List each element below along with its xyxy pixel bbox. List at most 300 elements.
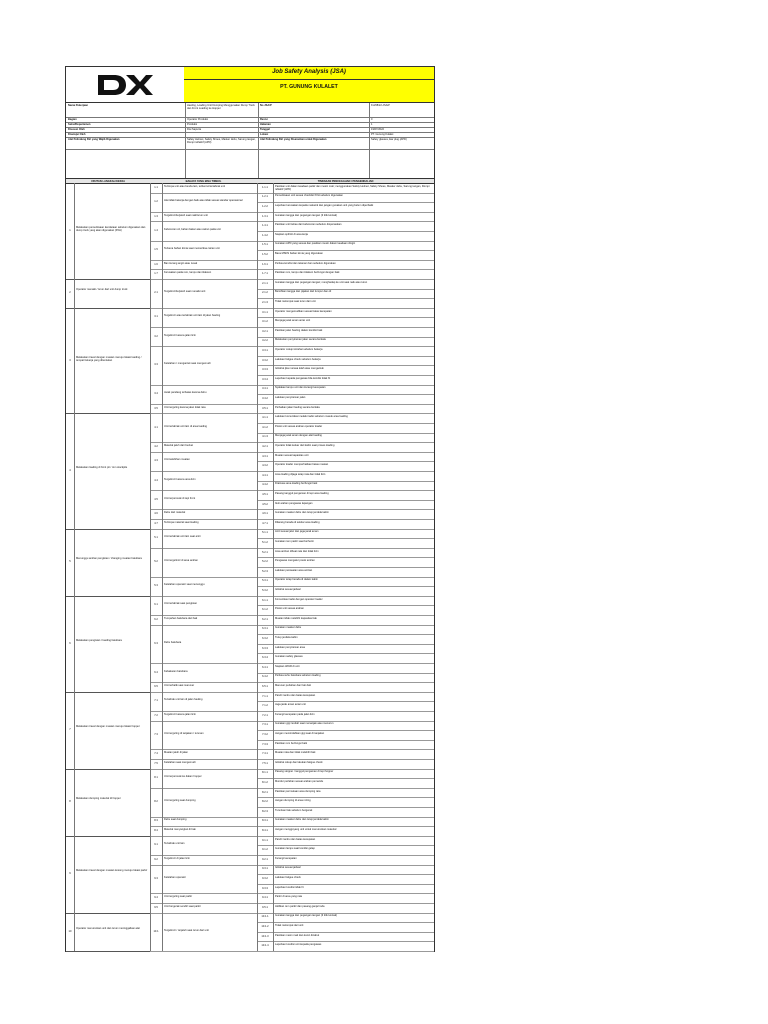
column-divider <box>257 183 258 951</box>
info-label-right: No JSA/P <box>260 103 272 107</box>
hazard-number: 4.2 <box>154 445 158 448</box>
hazard-text: Tergelincir/terjatuh saat menaiki unit <box>164 290 206 294</box>
document-title: Job Safety Analysis (JSA) <box>272 69 346 75</box>
steps-column-header: URUTAN LANGKAH KERJA <box>91 179 125 183</box>
control-number: 1.5.2 <box>262 253 268 256</box>
hazard-row-line <box>150 221 257 222</box>
control-number: 9.3.3 <box>262 886 268 890</box>
control-text: Operator loader memperhatikan batas muatan <box>275 463 329 467</box>
control-text: Gunakan tangga dan pegangan tangan (3 titik kontak) <box>275 213 338 217</box>
control-number: 9.1.2 <box>262 848 268 852</box>
hazard-row-line <box>150 346 257 347</box>
hazard-number: 4.6 <box>154 512 158 516</box>
hazard-text: Tergelincir karena jalan licin <box>164 333 196 337</box>
control-text: Posisi unit sesuai arahan <box>275 607 304 611</box>
hazard-number: 8.2 <box>154 800 158 804</box>
step-text: Melakukan pengisian / loading batubara <box>76 638 122 642</box>
hazard-text: Kebocoran oli, bahan bakar atau cairan pada unit <box>164 228 221 231</box>
control-number: 6.1.2 <box>262 608 268 612</box>
control-number: 6.3.1 <box>262 627 268 631</box>
control-number: 8.1.1 <box>262 771 268 775</box>
hazard-text: Unit terguling di tanjakan / turunan <box>164 732 204 735</box>
control-text: Periksa suhu batubara sebelum loading <box>275 674 321 678</box>
control-number: 1.4.1 <box>262 224 268 228</box>
step-text: Melakukan travel dengan muatan kosong menuju lokasi parkir <box>76 869 148 873</box>
info-label-left: Bagian <box>68 117 77 121</box>
control-text: Gunakan safety glasses <box>275 655 303 659</box>
control-text: Tutup jendela kabin <box>275 636 298 639</box>
info-value-left: Hauling, Loading Unit Dumping Menggunakan Dump Truck dan Front Loading ke Hopper <box>187 103 255 110</box>
control-number: 6.3.3 <box>262 646 268 650</box>
control-text: Drainase area loading berfungsi baik <box>275 482 318 486</box>
control-number: 6.2.1 <box>262 617 268 621</box>
step-number: 5 <box>69 560 71 564</box>
title-block <box>184 67 434 102</box>
control-number: 5.2.1 <box>262 550 268 554</box>
control-number: 1.6.1 <box>262 262 268 266</box>
step-row-line <box>66 951 150 952</box>
hazard-row-line <box>150 327 257 328</box>
hazard-row-line <box>150 577 257 578</box>
hazard-row-line <box>150 951 257 952</box>
control-text: Istirahat sesuai jadwal <box>275 866 301 870</box>
hazard-text: Unit terguling saat parkir <box>164 895 193 899</box>
hazard-text: Alat tidak bekerja dengan baik atau tidak sesuai standar operasional <box>164 199 243 203</box>
control-number: 5.1.2 <box>262 541 268 544</box>
hazard-number: 9.1 <box>154 843 158 847</box>
control-text: Kurangi kecepatan pada jalan licin <box>275 712 315 716</box>
control-text: Muatan tidak melebihi kapasitas bak <box>275 616 317 620</box>
control-number: 1.5.1 <box>262 243 268 247</box>
document-header <box>66 67 434 102</box>
hazard-number: 10.1 <box>153 929 159 933</box>
control-number: 3.3.4 <box>262 377 268 381</box>
control-text: Lakukan fatigue check <box>275 876 301 879</box>
hazard-row-line <box>150 452 257 453</box>
hazard-number: 3.5 <box>154 406 158 410</box>
hazard-text: Tertabrak unit lain di jalan hauling <box>164 698 203 702</box>
info-row <box>66 137 434 150</box>
hazard-number: 3.3 <box>154 363 158 367</box>
column-divider <box>162 183 163 951</box>
control-number: 6.5.1 <box>262 685 268 688</box>
hazard-number: 8.4 <box>154 829 158 832</box>
step-row-line <box>66 769 150 770</box>
control-number: 1.7.1 <box>262 272 268 276</box>
control-text: Baca MSDS bahan kimia yang digunakan <box>275 252 323 255</box>
hazards-column-header: BAHAYA YANG BISA TIMBUL <box>185 179 222 183</box>
control-number: 4.4.2 <box>262 483 268 487</box>
control-number: 4.2.1 <box>262 445 268 448</box>
hazard-number: 4.3 <box>154 459 158 463</box>
hazard-text: Unit bergerak sendiri saat parkir <box>164 904 201 908</box>
hazard-row-line <box>150 769 257 770</box>
hazard-text: Kebakaran batubara <box>164 669 188 673</box>
control-text: Laporkan kepada pengawas bila kondisi tidak fit <box>275 376 331 380</box>
step-number: 6 <box>69 641 71 645</box>
control-text: Pastikan unit dalam keadaan parkir dan mesin mati; menggunakan Safety Helmet, Safety Shoes, Masker debu, Sarung tangan, Rompi reflektif (APD) <box>275 184 430 191</box>
step-text: Menunggu antrian pengisian / changing muatan batubara <box>76 557 142 561</box>
step-row-line <box>66 279 150 280</box>
step-row-line <box>66 529 150 530</box>
step-number: 9 <box>69 872 71 876</box>
hazard-text: Unit terguling saat dumping <box>164 799 196 803</box>
hazard-number: 4.1 <box>154 425 158 429</box>
hazard-text: Kerusakan pada rem, lampu dan klakson <box>164 271 212 275</box>
hazard-number: 7.3 <box>154 733 158 736</box>
control-text: Pasang tanggul pengaman di tepi area loading <box>275 492 329 495</box>
hazard-number: 6.1 <box>154 603 158 607</box>
hazard-text: Unit terperosok ke dalam hopper <box>164 775 202 779</box>
hazard-text: Debu saat dumping <box>164 818 187 822</box>
control-number: 6.3.4 <box>262 656 268 660</box>
hazard-text: Unit kelebihan muatan <box>164 458 190 462</box>
info-value-right: 19/07/2022 <box>371 127 384 131</box>
control-text: Pastikan unit bebas dari kebocoran sebelum dioperasikan <box>275 223 342 227</box>
hazard-text: Kelelahan operator saat menunggu <box>164 583 205 587</box>
control-number: 3.3.2 <box>262 358 268 362</box>
hazard-text: Unit tertabrak unit lain saat antri <box>164 535 201 539</box>
hazard-text: Unit tertabrak unit lain di area loading <box>164 424 207 428</box>
hazard-number: 3.4 <box>154 392 158 396</box>
control-number: 5.1.1 <box>262 531 268 535</box>
control-number: 7.1.1 <box>262 694 268 698</box>
control-text: Laporkan kondisi unit kepada pengawas <box>275 943 322 947</box>
step-number: 7 <box>69 728 71 732</box>
info-label-left: Disusun Oleh <box>68 127 85 131</box>
control-number: 8.2.1 <box>262 790 268 794</box>
control-text: Pastikan jalan hauling dalam kondisi baik <box>275 328 323 332</box>
step-row-line <box>66 413 150 414</box>
control-number: 1.3.1 <box>262 214 268 218</box>
control-text: Turunkan bak sebelum bergerak <box>275 808 313 812</box>
control-text: Laporkan kerusakan kepada mekanik dan jangan gunakan unit yang belum diperbaiki <box>275 204 374 207</box>
hazard-row-line <box>150 836 257 837</box>
hazard-number: 7.5 <box>154 761 158 765</box>
hazard-text: Kelelahan operator <box>164 876 186 879</box>
info-value-right: 0 <box>371 117 373 121</box>
control-text: Lakukan komunikasi melalui radio sebelum masuk area loading <box>275 415 348 419</box>
controls-column-header: TINDAKAN PENCEGAHAN / PENGENDALIAN <box>317 179 374 183</box>
control-text: Gunakan tangga dan pegangan tangan; menghadap ke unit saat naik atau turun <box>275 280 368 284</box>
info-value-right: PT. Gunung Kulalet <box>371 132 394 136</box>
control-number: 8.2.2 <box>262 800 268 804</box>
control-text: Gunakan gigi rendah saat menanjak atau menurun <box>275 722 334 726</box>
hazard-number: 9.2 <box>154 857 158 861</box>
hazard-text: Tergelincir karena area licin <box>164 477 196 481</box>
step-row-line <box>66 836 150 837</box>
control-number: 5.3.2 <box>262 589 268 592</box>
column-divider <box>74 183 75 951</box>
control-number: 7.2.1 <box>262 713 268 717</box>
step-text: Operator menurunkan unit dan turun meninggalkan alat <box>76 926 140 930</box>
control-number: 3.4.2 <box>262 397 268 400</box>
control-text: Laporkan kondisi tidak fit <box>275 885 304 889</box>
control-text: Gunakan rem parkir saat berhenti <box>275 540 314 543</box>
control-text: Antri sesuai jalur dan jaga jarak aman <box>275 530 319 534</box>
control-number: 4.5.1 <box>262 493 268 496</box>
step-row-line <box>66 692 150 693</box>
control-text: Istirahat jika merasa lelah atau mengantuk <box>275 367 324 371</box>
hazard-number: 8.3 <box>154 819 158 823</box>
control-number: 4.6.1 <box>262 512 268 516</box>
control-number: 5.2.2 <box>262 560 268 564</box>
control-text: Pemeriksaan unit sesuai checklist P2H sebelum digunakan <box>275 194 343 198</box>
control-text: Area antrian dibuat rata dan tidak licin <box>275 549 319 553</box>
control-text: Parkir di area yang rata <box>275 895 302 899</box>
control-text: Operator mengemudikan sesuai batas kecepatan <box>275 309 332 313</box>
control-text: Istirahat cukup dan lakukan fatigue check <box>275 760 323 764</box>
control-text: Aktifkan rem parkir dan pasang ganjal roda <box>275 904 325 908</box>
step-number: 10 <box>68 929 72 933</box>
control-text: Posisi unit sesuai arahan operator loader <box>275 424 323 428</box>
hazard-text: Material jatuh dari bucket <box>164 444 193 447</box>
control-text: Manuver perlahan dan hati-hati <box>275 684 311 687</box>
control-text: Siapkan APAR di unit <box>275 664 300 668</box>
hazard-row-line <box>150 193 257 194</box>
control-text: Lakukan perawatan area antrian <box>275 568 313 572</box>
info-label-right: Revisi <box>260 117 268 121</box>
hazard-text: Tertimpa unit atau benda lain, terbentur/tertabrak unit <box>164 184 225 188</box>
hazard-text: Tertabrak unit lain <box>164 842 185 846</box>
control-number: 1.4.2 <box>262 233 268 237</box>
control-number: 4.5.2 <box>262 502 268 506</box>
control-number: 9.3.2 <box>262 877 268 880</box>
control-row-line <box>257 951 434 952</box>
hazard-number: 4.7 <box>154 521 158 525</box>
hazard-number: 6.2 <box>154 617 158 621</box>
step-row-line <box>66 913 150 914</box>
control-text: Jaga jarak aman antar unit <box>275 703 306 707</box>
step-text: Melakukan travel dengan muatan menuju lokasi loading / tempat bekerja yang ditentukan <box>76 355 142 362</box>
hazard-row-line <box>150 490 257 491</box>
column-header-row <box>66 178 434 184</box>
control-number: 6.1.1 <box>262 598 268 602</box>
control-number: 3.2.1 <box>262 329 268 333</box>
hazard-text: Material menyangkut di bak <box>164 828 196 831</box>
hazard-row-line <box>150 663 257 664</box>
hazard-number: 1.7 <box>154 272 158 276</box>
hazard-row-line <box>150 385 257 386</box>
hazard-text: Unit terguling karena jalan tidak rata <box>164 405 206 409</box>
control-text: Menjaga jarak aman antar unit <box>275 319 311 323</box>
control-number: 9.3.1 <box>262 867 268 871</box>
control-number: 6.4.1 <box>262 665 268 669</box>
control-text: Tidak melompat saat turun dari unit <box>275 300 316 303</box>
hazard-text: Unit terperosok di tepi front <box>164 496 196 500</box>
control-text: Operator cukup istirahat sebelum bekerja <box>275 348 323 351</box>
control-text: Gunakan APD yang sesuai dan pastikan mesin dalam keadaan dingin <box>275 242 356 246</box>
control-text: Pastikan mesin mati dan kunci dicabut <box>275 933 320 937</box>
step-text: Operator menaiki / turun dari unit dump truck <box>76 288 128 292</box>
hazard-number: 1.3 <box>154 214 158 218</box>
hazard-text: Tumpahan batubara dari bak <box>164 616 198 620</box>
info-table <box>66 102 434 179</box>
hazard-row-line <box>150 721 257 722</box>
hazard-row-line <box>150 596 257 597</box>
step-row-line <box>66 308 150 309</box>
hazard-number: 9.3 <box>154 877 158 880</box>
control-number: 10.1.4 <box>261 944 269 948</box>
hazard-text: Debu dari material <box>164 511 186 515</box>
step-number: 1 <box>69 229 71 232</box>
control-number: 8.2.3 <box>262 809 268 813</box>
hazard-row-line <box>150 865 257 866</box>
control-number: 3.3.1 <box>262 349 268 352</box>
control-text: Jangan menggoyang unit untuk menurunkan material <box>275 828 337 831</box>
control-number: 7.3.1 <box>262 723 268 727</box>
control-text: Dilarang berada di sekitar area loading <box>275 520 320 524</box>
hazard-row-line <box>150 625 257 626</box>
control-number: 6.3.2 <box>262 637 268 640</box>
control-number: 4.7.1 <box>262 521 268 525</box>
control-text: Perbaikan jalan hauling secara berkala <box>275 405 320 409</box>
info-label-right: Alat Pelindung Diri yang Disarankan untuk Digunakan <box>260 137 327 141</box>
control-text: Pengawas mengatur posisi antrian <box>275 559 315 563</box>
hazard-row-line <box>150 413 257 414</box>
control-text: Siapkan spill kit di area kerja <box>275 232 308 236</box>
control-text: Bersihkan tangga dan pijakan dari lumpur dan oli <box>275 290 332 294</box>
hazard-text: Unit tertabrak saat pengisian <box>164 602 198 606</box>
control-text: Komunikasi radio dengan operator loader <box>275 597 323 601</box>
hazard-number: 5.3 <box>154 584 158 588</box>
control-number: 8.3.1 <box>262 819 268 823</box>
hazard-text: Muatan jatuh di jalan <box>164 751 188 755</box>
info-value-right: 1 <box>371 122 373 126</box>
hazard-number: 4.5 <box>154 497 158 501</box>
info-value-right: Safety glasses, Ear plug (APD) <box>371 137 407 141</box>
control-number: 10.1.1 <box>261 915 269 919</box>
control-number: 1.2.2 <box>262 205 268 208</box>
hazard-text: Tertimpa material saat loading <box>164 520 199 524</box>
control-text: Pastikan rem, lampu dan klakson berfungsi dengan baik <box>275 271 340 275</box>
info-value-left: Dwi Saputra <box>187 127 202 131</box>
hazard-number: 1.5 <box>154 248 158 252</box>
control-number: 8.4.1 <box>262 829 268 832</box>
control-text: Lakukan penyiraman area <box>275 645 305 649</box>
step-number: 2 <box>69 291 71 295</box>
info-label-left: Nama Pekerjaan <box>68 103 89 107</box>
title-divider <box>184 79 434 80</box>
control-text: Operator tidak keluar dari kabin saat proses loading <box>275 444 335 447</box>
hazard-row-line <box>150 692 257 693</box>
hazard-number: 7.2 <box>154 713 158 717</box>
hazard-number: 6.3 <box>154 641 158 645</box>
company-name: PT. GUNUNG KULALET <box>280 84 338 90</box>
control-number: 9.1.1 <box>262 838 268 842</box>
control-text: Istirahat sesuai jadwal <box>275 588 301 591</box>
dk-logo-icon <box>96 72 154 98</box>
info-label-left: Disetujui Oleh <box>68 132 86 136</box>
info-divider <box>185 103 186 179</box>
control-number: 3.3.3 <box>262 368 268 372</box>
control-number: 7.4.1 <box>262 752 268 756</box>
hazard-text: Terkena bahan kimia saat memeriksa cairan unit <box>164 247 220 251</box>
step-text: Melakukan pemeriksaan kendaraan sebelum digunakan dan dump truck yang akan digunakan (P2H) <box>76 226 146 233</box>
hazard-number: 1.2 <box>154 200 158 204</box>
hazard-text: Tergelincir di jalan licin <box>164 856 190 860</box>
hazard-text: Tergelincir atau tertabrak unit lain di jalan hauling <box>164 314 221 318</box>
hazard-text: Tergelincir karena jalan licin <box>164 712 196 716</box>
hazard-number: 7.4 <box>154 752 158 756</box>
control-number: 5.2.3 <box>262 569 268 573</box>
control-number: 3.2.2 <box>262 339 268 343</box>
control-text: Jangan dumping di area miring <box>275 799 311 803</box>
control-number: 9.2.1 <box>262 857 268 861</box>
control-number: 4.1.3 <box>262 435 268 439</box>
step-text: Melakukan travel dengan muatan menuju lokasi hopper <box>76 725 140 729</box>
control-number: 9.5.1 <box>262 905 268 909</box>
control-text: Jangan memindahkan gigi saat di tanjakan <box>275 732 325 735</box>
control-text: Melakukan penyiraman jalan secara berkala <box>275 338 326 342</box>
hazard-number: 1.1 <box>154 185 158 189</box>
hazard-row-line <box>150 471 257 472</box>
hazard-text: Jarak pandang terbatas karena debu <box>164 391 207 395</box>
control-number: 3.5.1 <box>262 406 268 410</box>
column-divider <box>273 183 274 951</box>
info-label-left: Seksi/Departemen <box>68 122 91 126</box>
control-number: 7.3.2 <box>262 733 268 736</box>
control-text: Pasang stopper / tanggul pengaman di tepi hopper <box>275 770 334 774</box>
info-label-right: Lokasi <box>260 132 269 136</box>
control-number: 8.1.2 <box>262 781 268 784</box>
hazard-number: 6.4 <box>154 670 158 674</box>
control-text: Lakukan penyiraman jalan <box>275 396 306 399</box>
info-row <box>66 103 434 118</box>
control-text: Kurangi kecepatan <box>275 856 297 860</box>
hazard-text: Unit tergelincir di area antrian <box>164 559 198 563</box>
hazard-row-line <box>150 913 257 914</box>
control-number: 2.1.2 <box>262 291 268 295</box>
hazard-number: 2.1 <box>154 291 158 295</box>
hazard-row-line <box>150 788 257 789</box>
control-text: Operator tetap berada di dalam kabin <box>275 578 318 582</box>
hazard-number: 5.2 <box>154 560 158 564</box>
hazard-text: Kelelahan / mengantuk saat mengemudi <box>164 362 211 366</box>
hazard-text: Unit terbalik saat manuver <box>164 684 195 687</box>
hazard-number: 7.1 <box>154 699 158 703</box>
column-divider <box>150 183 151 951</box>
control-number: 2.1.1 <box>262 281 268 285</box>
control-text: Nyalakan lampu unit dan kurangi kecepatan <box>275 386 326 390</box>
info-value-left: Produksi <box>187 122 198 126</box>
control-text: Patuhi rambu dan batas kecepatan <box>275 837 316 841</box>
control-text: Gunakan masker debu dan tutup jendela kabin <box>275 818 329 822</box>
info-divider <box>258 103 259 179</box>
control-text: Lakukan fatigue check sebelum bekerja <box>275 357 321 361</box>
step-number: 8 <box>69 800 71 804</box>
control-number: 4.3.2 <box>262 464 268 468</box>
hazard-number: 8.1 <box>154 776 158 780</box>
control-number: 1.2.1 <box>262 195 268 199</box>
hazard-row-line <box>150 279 257 280</box>
control-number: 2.1.3 <box>262 301 268 304</box>
control-text: Ikuti arahan pengawas lapangan <box>275 501 313 505</box>
step-number: 4 <box>69 469 71 472</box>
hazard-number: 6.5 <box>154 685 158 688</box>
control-text: Menjaga jarak aman dengan alat loading <box>275 434 322 438</box>
hazard-number: 1.4 <box>154 229 158 232</box>
control-number: 6.4.2 <box>262 675 268 679</box>
control-text: Periksa kondisi dan tekanan ban sebelum digunakan <box>275 261 336 265</box>
hazard-number: 3.2 <box>154 334 158 338</box>
hazard-text: Ban kurang angin atau rusak <box>164 261 198 265</box>
control-text: Pastikan permukaan area dumping rata <box>275 789 321 793</box>
info-value-left: Operator Produksi <box>187 117 209 121</box>
hazard-text: Tergelincir / terjatuh saat turun dari unit <box>164 928 209 932</box>
control-text: Gunakan lampu saat kondisi gelap <box>275 847 315 851</box>
info-label-right: Halaman <box>260 122 271 126</box>
